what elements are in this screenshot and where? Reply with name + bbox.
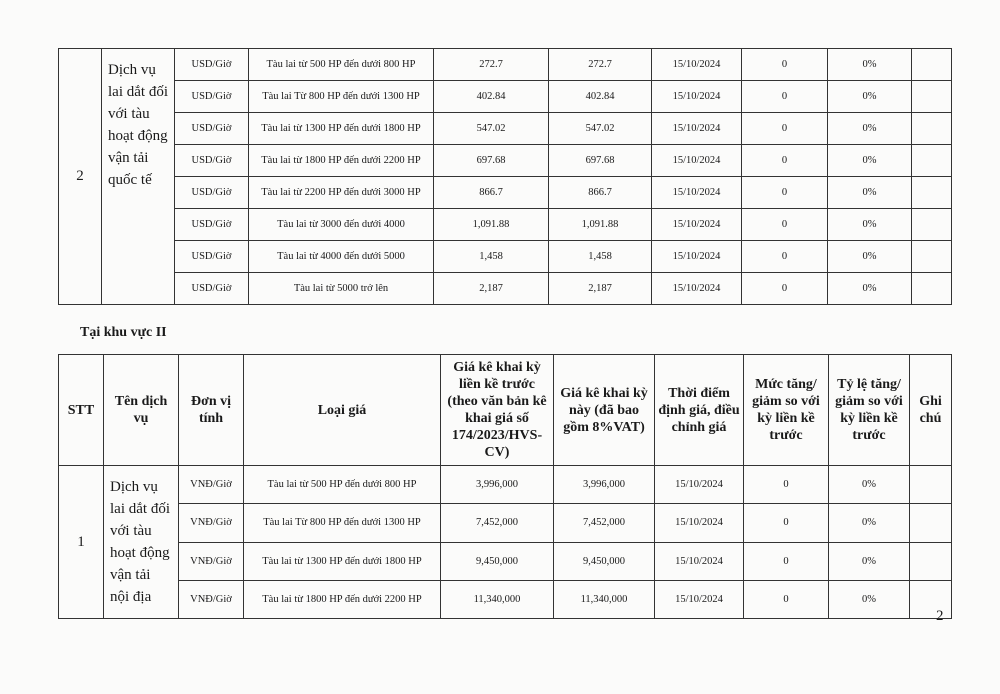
change-cell: 0 xyxy=(742,209,828,241)
curr-cell: 11,340,000 xyxy=(554,580,655,618)
curr-cell: 3,996,000 xyxy=(554,466,655,504)
price-table-domestic xyxy=(58,354,952,619)
header-cell: Ghi chú xyxy=(910,355,952,466)
prev-cell: 1,091.88 xyxy=(434,209,549,241)
unit-cell: USD/Giờ xyxy=(175,273,249,305)
prev-cell: 547.02 xyxy=(434,113,549,145)
curr-cell: 402.84 xyxy=(549,81,652,113)
header-cell: Thời điểm định giá, điều chỉnh giá xyxy=(655,355,744,466)
change-cell: 0 xyxy=(744,542,829,580)
type-cell: Tàu lai từ 1300 HP đến dưới 1800 HP xyxy=(244,542,441,580)
header-cell: Tỷ lệ tăng/ giảm so với kỳ liền kề trước xyxy=(829,355,910,466)
page-number: 2 xyxy=(936,608,944,624)
date-cell: 15/10/2024 xyxy=(652,145,742,177)
stt-cell: 1 xyxy=(59,466,104,619)
prev-cell: 7,452,000 xyxy=(441,504,554,542)
date-cell: 15/10/2024 xyxy=(652,177,742,209)
curr-cell: 2,187 xyxy=(549,273,652,305)
prev-cell: 697.68 xyxy=(434,145,549,177)
rate-cell: 0% xyxy=(829,580,910,618)
rate-cell: 0% xyxy=(828,209,912,241)
type-cell: Tàu lai từ 500 HP đến dưới 800 HP xyxy=(244,466,441,504)
note-cell xyxy=(910,542,952,580)
curr-cell: 697.68 xyxy=(549,145,652,177)
type-cell: Tàu lai từ 1300 HP đến dưới 1800 HP xyxy=(249,113,434,145)
rate-cell: 0% xyxy=(828,81,912,113)
table-row xyxy=(59,241,952,273)
prev-cell: 11,340,000 xyxy=(441,580,554,618)
note-cell xyxy=(912,145,952,177)
change-cell: 0 xyxy=(744,504,829,542)
table-row xyxy=(59,466,952,504)
section-heading: Tại khu vực II xyxy=(80,325,167,340)
header-cell: Giá kê khai kỳ này (đã bao gồm 8%VAT) xyxy=(554,355,655,466)
change-cell: 0 xyxy=(742,81,828,113)
header-cell: Loại giá xyxy=(244,355,441,466)
rate-cell: 0% xyxy=(828,145,912,177)
rate-cell: 0% xyxy=(829,466,910,504)
change-cell: 0 xyxy=(744,580,829,618)
date-cell: 15/10/2024 xyxy=(655,542,744,580)
table-row xyxy=(59,81,952,113)
rate-cell: 0% xyxy=(828,273,912,305)
rate-cell: 0% xyxy=(829,542,910,580)
type-cell: Tàu lai từ 2200 HP đến dưới 3000 HP xyxy=(249,177,434,209)
rate-cell: 0% xyxy=(828,113,912,145)
note-cell xyxy=(910,580,952,618)
service-name-cell: Dịch vụ lai dắt đối với tàu hoạt động vận tải quốc tế xyxy=(102,49,175,305)
change-cell: 0 xyxy=(742,273,828,305)
date-cell: 15/10/2024 xyxy=(652,209,742,241)
rate-cell: 0% xyxy=(828,241,912,273)
note-cell xyxy=(912,241,952,273)
curr-cell: 547.02 xyxy=(549,113,652,145)
date-cell: 15/10/2024 xyxy=(652,273,742,305)
unit-cell: USD/Giờ xyxy=(175,209,249,241)
table-row xyxy=(59,273,952,305)
type-cell: Tàu lai từ 4000 đến dưới 5000 xyxy=(249,241,434,273)
header-cell: Tên dịch vụ xyxy=(104,355,179,466)
type-cell: Tàu lai từ 5000 trở lên xyxy=(249,273,434,305)
curr-cell: 9,450,000 xyxy=(554,542,655,580)
unit-cell: USD/Giờ xyxy=(175,177,249,209)
date-cell: 15/10/2024 xyxy=(652,241,742,273)
table-row xyxy=(59,209,952,241)
table-row xyxy=(59,145,952,177)
unit-cell: USD/Giờ xyxy=(175,241,249,273)
prev-cell: 9,450,000 xyxy=(441,542,554,580)
note-cell xyxy=(912,177,952,209)
unit-cell: USD/Giờ xyxy=(175,113,249,145)
type-cell: Tàu lai từ 3000 đến dưới 4000 xyxy=(249,209,434,241)
curr-cell: 272.7 xyxy=(549,49,652,81)
table-row xyxy=(59,542,952,580)
header-row xyxy=(59,355,952,466)
unit-cell: USD/Giờ xyxy=(175,81,249,113)
prev-cell: 2,187 xyxy=(434,273,549,305)
prev-cell: 272.7 xyxy=(434,49,549,81)
service-name-cell: Dịch vụ lai dắt đối với tàu hoạt động vận tải nội địa xyxy=(104,466,179,619)
stt-cell: 2 xyxy=(59,49,102,305)
rate-cell: 0% xyxy=(828,177,912,209)
change-cell: 0 xyxy=(742,241,828,273)
type-cell: Tàu lai Từ 800 HP đến dưới 1300 HP xyxy=(244,504,441,542)
change-cell: 0 xyxy=(742,113,828,145)
header-cell: Giá kê khai kỳ liền kề trước (theo văn bản kê khai giá số 174/2023/HVS-CV) xyxy=(441,355,554,466)
unit-cell: VNĐ/Giờ xyxy=(179,542,244,580)
prev-cell: 866.7 xyxy=(434,177,549,209)
note-cell xyxy=(912,209,952,241)
unit-cell: VNĐ/Giờ xyxy=(179,504,244,542)
change-cell: 0 xyxy=(744,466,829,504)
type-cell: Tàu lai từ 500 HP đến dưới 800 HP xyxy=(249,49,434,81)
type-cell: Tàu lai từ 1800 HP đến dưới 2200 HP xyxy=(244,580,441,618)
change-cell: 0 xyxy=(742,177,828,209)
type-cell: Tàu lai Từ 800 HP đến dưới 1300 HP xyxy=(249,81,434,113)
date-cell: 15/10/2024 xyxy=(652,49,742,81)
date-cell: 15/10/2024 xyxy=(652,81,742,113)
note-cell xyxy=(912,81,952,113)
prev-cell: 3,996,000 xyxy=(441,466,554,504)
header-cell: Đơn vị tính xyxy=(179,355,244,466)
date-cell: 15/10/2024 xyxy=(655,466,744,504)
curr-cell: 1,091.88 xyxy=(549,209,652,241)
header-cell: Mức tăng/ giảm so với kỳ liền kề trước xyxy=(744,355,829,466)
table-row xyxy=(59,504,952,542)
unit-cell: USD/Giờ xyxy=(175,49,249,81)
type-cell: Tàu lai từ 1800 HP đến dưới 2200 HP xyxy=(249,145,434,177)
rate-cell: 0% xyxy=(828,49,912,81)
table-row xyxy=(59,113,952,145)
curr-cell: 1,458 xyxy=(549,241,652,273)
curr-cell: 7,452,000 xyxy=(554,504,655,542)
header-cell: STT xyxy=(59,355,104,466)
table-row xyxy=(59,580,952,618)
table-row xyxy=(59,177,952,209)
date-cell: 15/10/2024 xyxy=(652,113,742,145)
date-cell: 15/10/2024 xyxy=(655,580,744,618)
table-row xyxy=(59,49,952,81)
prev-cell: 1,458 xyxy=(434,241,549,273)
rate-cell: 0% xyxy=(829,504,910,542)
price-table-international xyxy=(58,48,952,305)
curr-cell: 866.7 xyxy=(549,177,652,209)
prev-cell: 402.84 xyxy=(434,81,549,113)
change-cell: 0 xyxy=(742,49,828,81)
change-cell: 0 xyxy=(742,145,828,177)
unit-cell: USD/Giờ xyxy=(175,145,249,177)
unit-cell: VNĐ/Giờ xyxy=(179,466,244,504)
note-cell xyxy=(912,113,952,145)
note-cell xyxy=(910,504,952,542)
note-cell xyxy=(910,466,952,504)
note-cell xyxy=(912,273,952,305)
unit-cell: VNĐ/Giờ xyxy=(179,580,244,618)
note-cell xyxy=(912,49,952,81)
date-cell: 15/10/2024 xyxy=(655,504,744,542)
